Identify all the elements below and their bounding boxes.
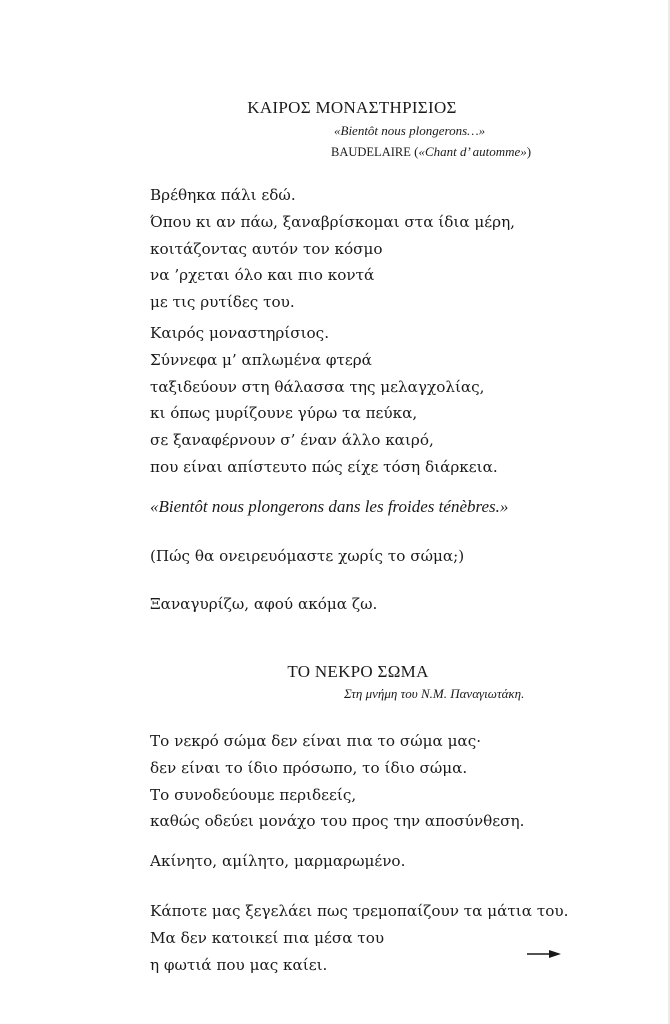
poem2-stanza-1 — [150, 728, 524, 835]
poem1-french-line — [150, 494, 508, 521]
verse-line: να ’ρχεται όλο και πιο κοντά — [150, 266, 375, 285]
verse-line: Το νεκρό σώμα δεν είναι πια το σώμα μας· — [150, 732, 482, 750]
verse-line: (Πώς θα ονειρευόμαστε χωρίς το σώμα;) — [150, 547, 465, 565]
verse-line: με τις ρυτίδες του. — [150, 293, 295, 312]
verse-line: δεν είναι το ίδιο πρόσωπο, το ίδιο σώμα. — [150, 758, 468, 777]
verse-line-french: «Bientôt nous plongerons dans les froides ténèbres.» — [150, 497, 509, 516]
poem1-title: ΚΑΙΡΟΣ ΜΟΝΑΣΤΗΡΙΣΙΟΣ — [247, 98, 457, 117]
epigraph-paren-open: ( — [410, 144, 419, 159]
verse-line: καθώς οδεύει μονάχο του προς την αποσύνθεση. — [150, 812, 525, 831]
poem2-stanza-2 — [150, 848, 405, 875]
verse-line: Ακίνητο, αμίλητο, μαρμαρωμένο. — [150, 852, 406, 870]
verse-line: Κάποτε μας ξεγελάει πως τρεμοπαίζουν τα μάτια του. — [150, 902, 569, 920]
poem1-stanza-1 — [150, 182, 515, 316]
poem1-epigraph-quote: «Bientôt nous plongerons…» — [334, 123, 486, 138]
epigraph-paren-close: ) — [526, 144, 532, 159]
poem2-dedication: Στη μνήμη του Ν.Μ. Παναγιωτάκη. — [344, 686, 525, 701]
verse-line: Βρέθηκα πάλι εδώ. — [150, 186, 296, 204]
verse-line: Μα δεν κατοικεί πια μέσα του — [150, 928, 385, 947]
epigraph-source: «Chant d’ automme» — [418, 144, 527, 159]
poem2-stanza-3 — [150, 898, 568, 978]
verse-line: ταξιδεύουν στη θάλασσα της μελαγχολίας, — [150, 377, 485, 396]
verse-line: σε ξαναφέρνουν σ’ έναν άλλο καιρό, — [150, 431, 434, 450]
epigraph-author: BAUDELAIRE — [331, 145, 411, 159]
verse-line: Όπου κι αν πάω, ξαναβρίσκομαι στα ίδια μέρη, — [150, 212, 516, 231]
verse-line: Σύννεφα μ’ απλωμένα φτερά — [150, 350, 372, 369]
poem1-closing — [150, 591, 377, 618]
verse-line: κι όπως μυρίζουνε γύρω τα πεύκα, — [150, 404, 418, 423]
poem2-title: ΤΟ ΝΕΚΡΟ ΣΩΜΑ — [287, 662, 429, 681]
verse-line: η φωτιά που μας καίει. — [150, 955, 328, 974]
verse-line: που είναι απίστευτο πώς είχε τόση διάρκεια. — [150, 457, 498, 476]
poem1-epigraph-attribution — [331, 144, 531, 160]
poem1-stanza-2 — [150, 320, 498, 481]
verse-line: Καιρός μοναστηρίσιος. — [150, 324, 330, 342]
verse-line: κοιτάζοντας αυτόν τον κόσμο — [150, 239, 383, 258]
arrow-right-icon — [527, 948, 561, 960]
poem1-question — [150, 543, 464, 570]
verse-line: Το συνοδεύουμε περιδεείς, — [150, 785, 357, 804]
verse-line: Ξαναγυρίζω, αφού ακόμα ζω. — [150, 595, 378, 613]
